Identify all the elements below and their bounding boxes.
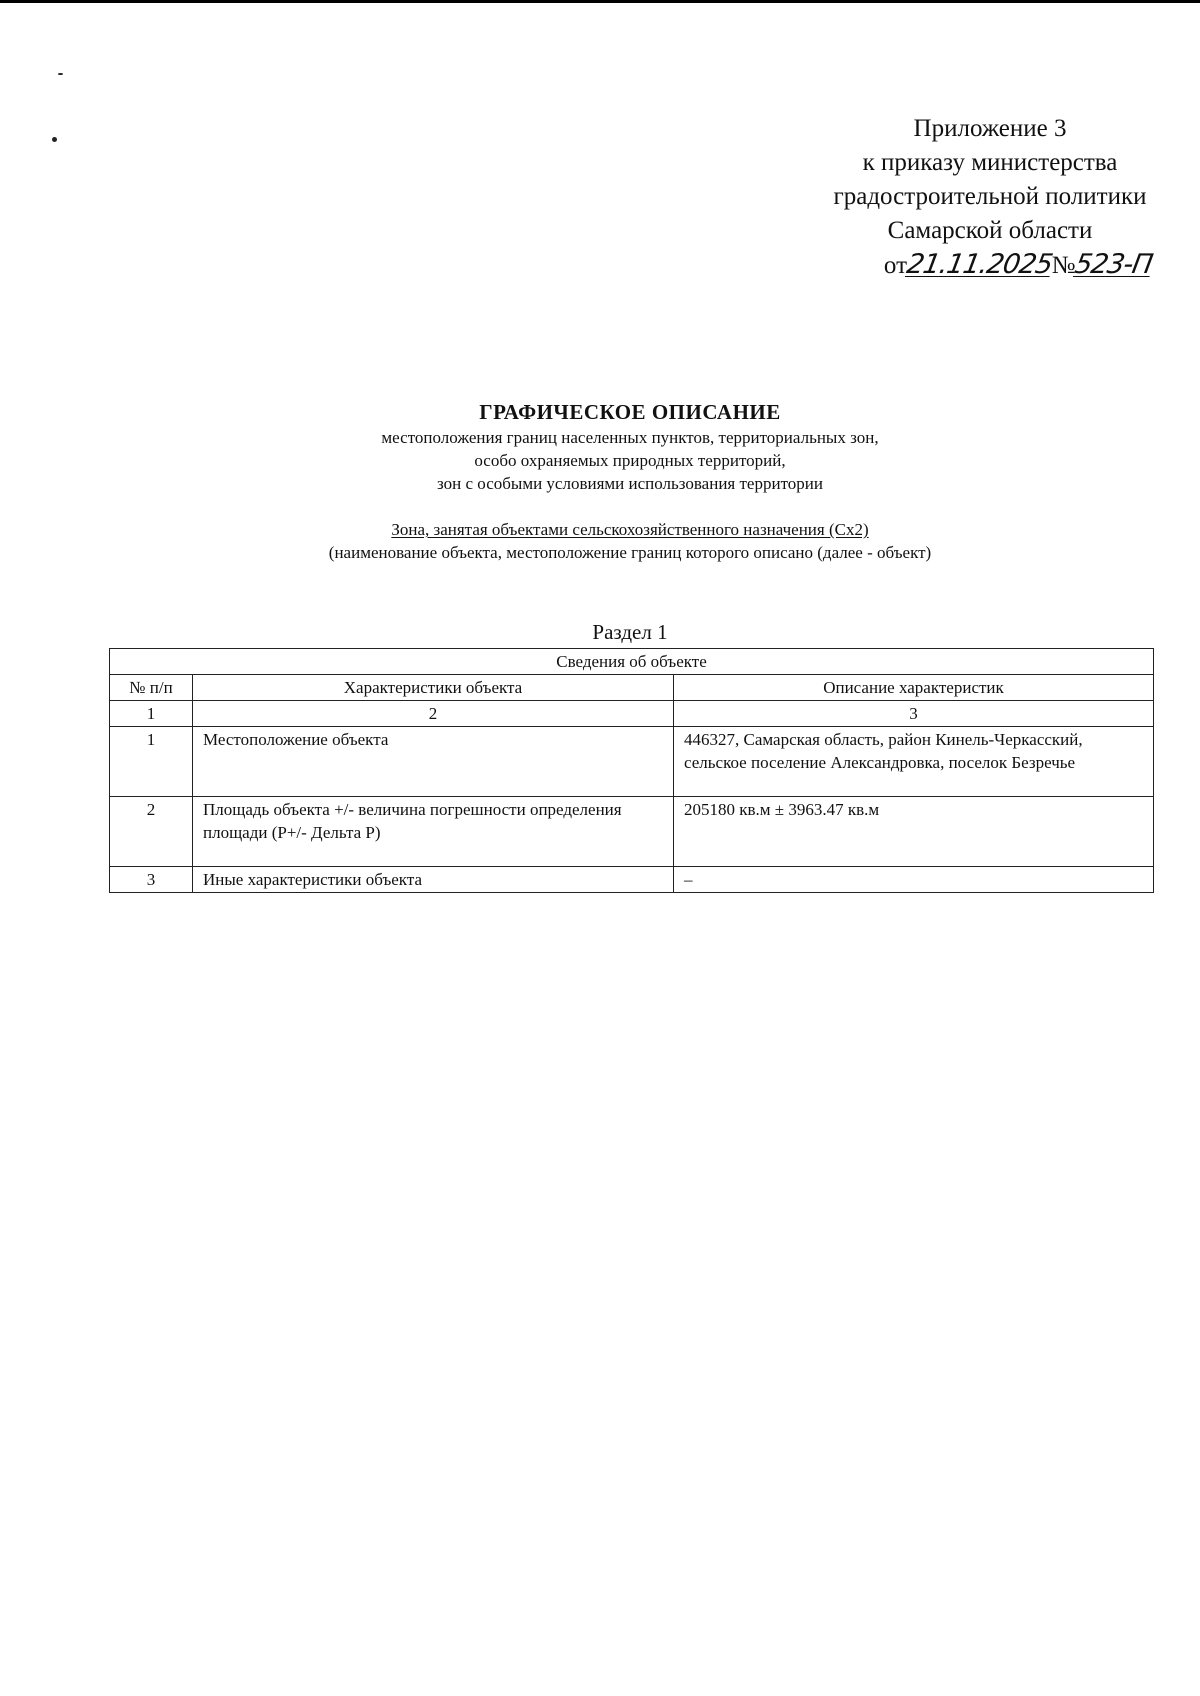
column-number: 2: [193, 701, 674, 727]
scan-edge: [0, 0, 1200, 3]
appendix-line: к приказу министерства: [862, 149, 1118, 176]
subtitle-line: зон с особыми условиями использования территории: [437, 474, 823, 493]
handwritten-date: 21.11.2025: [904, 249, 1055, 280]
from-prefix: от: [883, 252, 908, 279]
subtitle-line: местоположения границ населенных пунктов, территориальных зон,: [381, 428, 879, 447]
table-header-row: [110, 675, 1154, 701]
appendix-line: градостроительной политики: [833, 183, 1147, 210]
title-block: [200, 398, 1060, 495]
table-row: [110, 797, 1154, 867]
scan-speck: [52, 137, 57, 142]
table-caption: Сведения об объекте: [110, 649, 1154, 675]
row-description: 446327, Самарская область, район Кинель-Черкасский, сельское поселение Александровка, поселок Безречье: [674, 727, 1154, 797]
column-number: 3: [674, 701, 1154, 727]
row-description: –: [674, 867, 1154, 893]
section-label: Раздел 1: [592, 620, 668, 644]
row-number: 2: [110, 797, 193, 867]
number-sign: №: [1051, 252, 1076, 279]
column-number: 1: [110, 701, 193, 727]
row-characteristic: Площадь объекта +/- величина погрешности определения площади (Р+/- Дельта Р): [193, 797, 674, 867]
subtitle-line: особо охраняемых природных территорий,: [474, 451, 786, 470]
table-row: [110, 727, 1154, 797]
header-number: № п/п: [110, 675, 193, 701]
object-info-table: [109, 648, 1154, 893]
header-description: Описание характеристик: [674, 675, 1154, 701]
row-number: 3: [110, 867, 193, 893]
appendix-line: Самарской области: [887, 217, 1093, 244]
object-block: [200, 518, 1060, 564]
order-date-line: [800, 248, 1180, 283]
object-caption: (наименование объекта, местоположение границ которого описано (далее - объект): [328, 543, 932, 562]
appendix-line: Приложение 3: [913, 115, 1067, 142]
handwritten-number: 523-П: [1072, 249, 1155, 280]
table-caption-row: [110, 649, 1154, 675]
document-title: ГРАФИЧЕСКОЕ ОПИСАНИЕ: [479, 400, 781, 424]
row-description: 205180 кв.м ± 3963.47 кв.м: [674, 797, 1154, 867]
column-number-row: [110, 701, 1154, 727]
object-name: Зона, занятая объектами сельскохозяйственного назначения (Сх2): [391, 520, 869, 539]
row-number: 1: [110, 727, 193, 797]
table-row: [110, 867, 1154, 893]
header-characteristic: Характеристики объекта: [193, 675, 674, 701]
row-characteristic: Иные характеристики объекта: [193, 867, 674, 893]
scan-speck: [58, 73, 63, 75]
row-characteristic: Местоположение объекта: [193, 727, 674, 797]
appendix-block: [800, 112, 1180, 283]
